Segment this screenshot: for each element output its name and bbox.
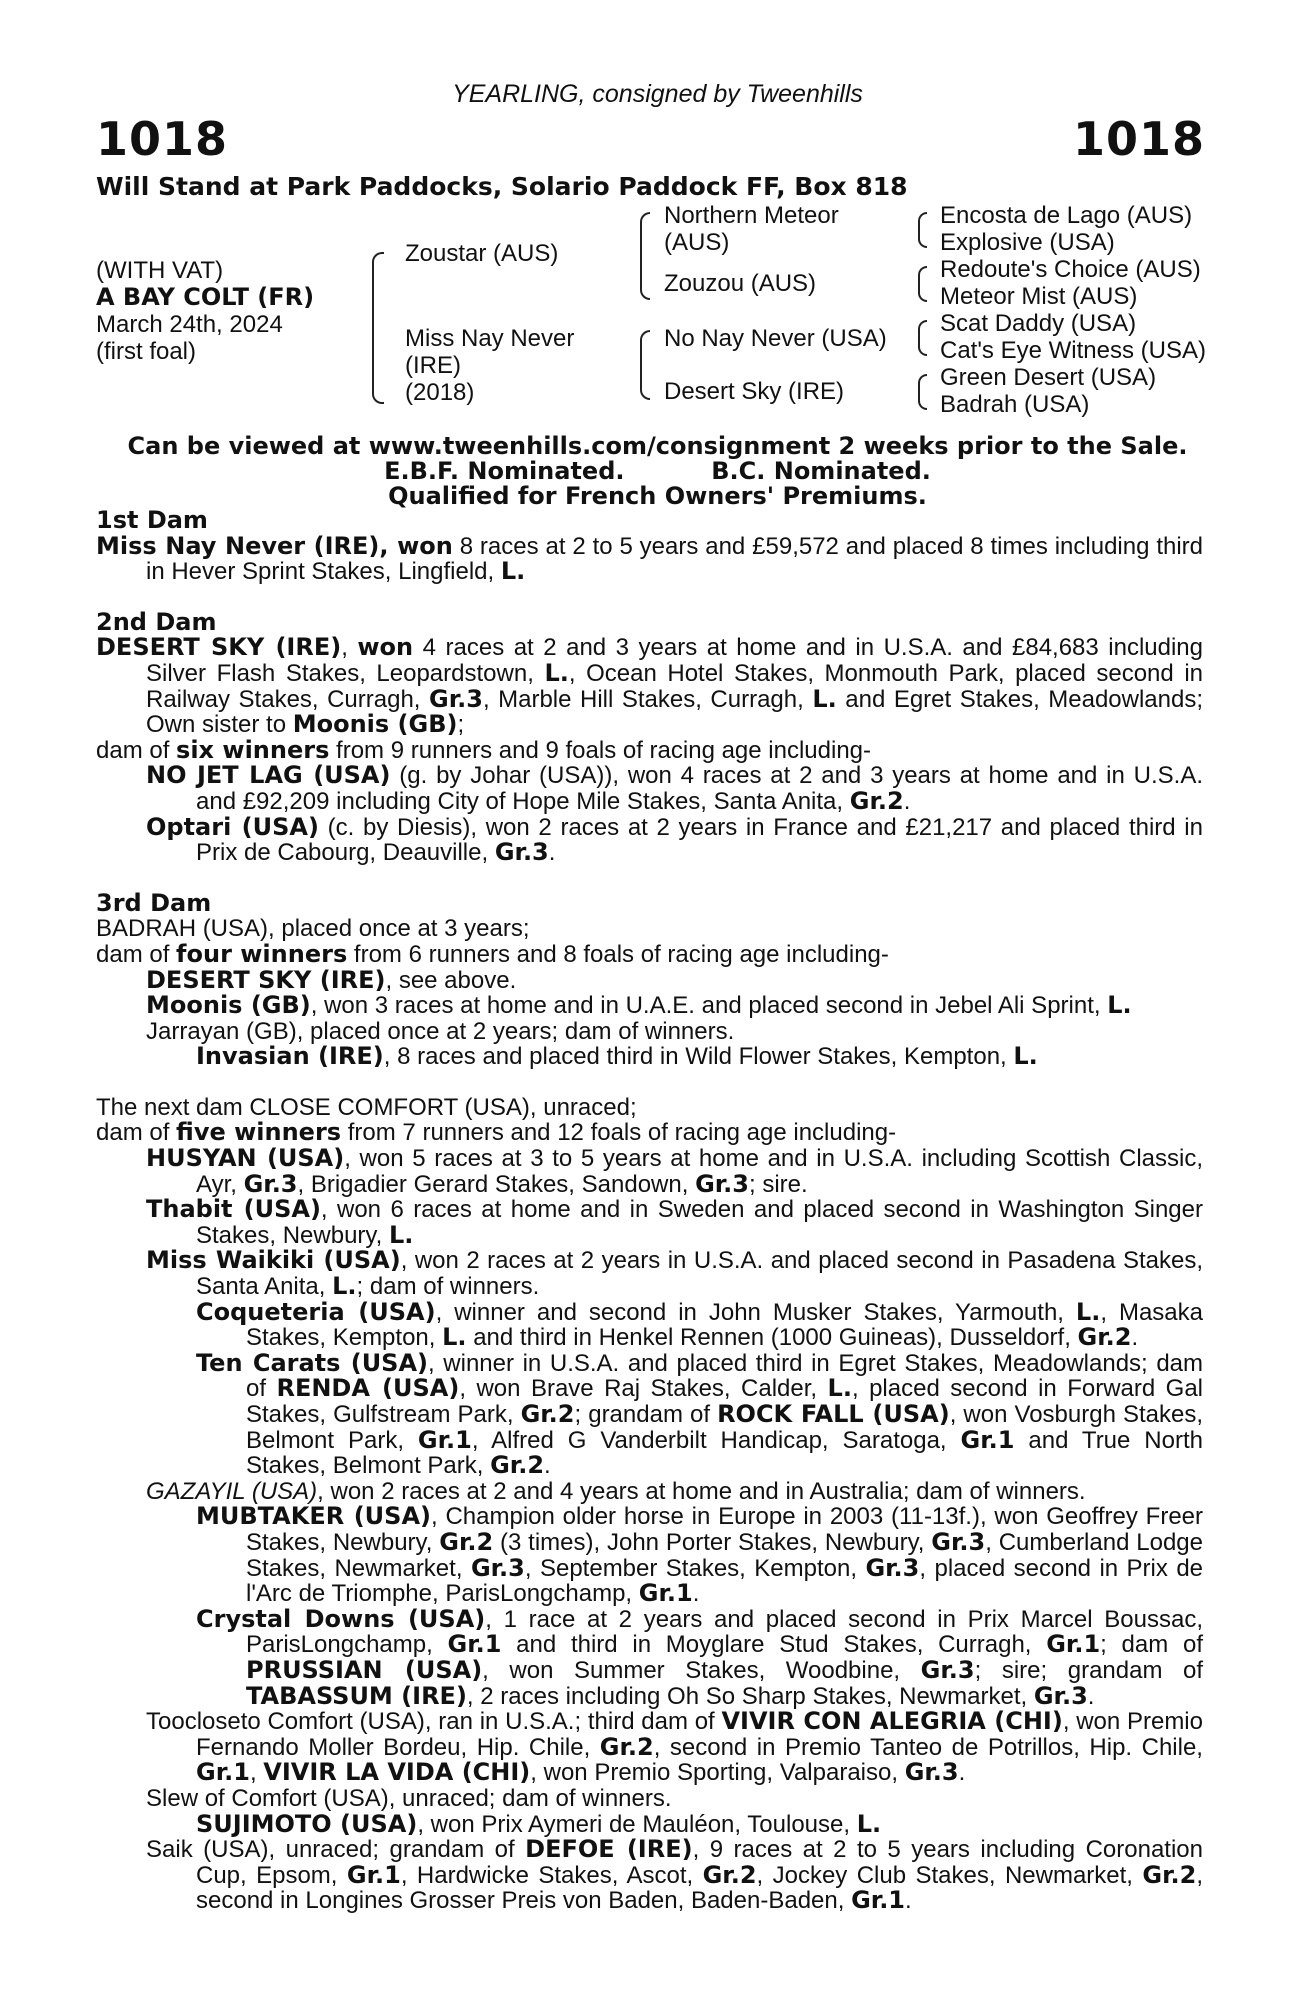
produce-crystal-downs: Crystal Downs (USA), 1 race at 2 years and placed second in Prix Marcel Boussac, ParisLongchamp, Gr.1 and third in Moyglare Stud Stakes, Curragh, Gr.1; dam of PRUSSIAN (USA), won Summer Stakes, Woodbine, Gr.3; sire; grandam of TABASSUM (IRE), 2 races including Oh So Sharp Stakes, Newmarket, Gr.3. bbox=[196, 1604, 1204, 1710]
pedigree-sss: Encosta de Lago (AUS) bbox=[940, 202, 1193, 229]
produce-husyan: HUSYAN (USA), won 5 races at 3 to 5 years at home and in U.S.A. including Scottish Classic, Ayr, Gr.3, Brigadier Gerard Stakes, Sandown, Gr.3; sire. bbox=[146, 1144, 1203, 1198]
foal-note: (first foal) bbox=[96, 338, 197, 365]
second-dam-heading: 2nd Dam bbox=[96, 607, 217, 636]
produce-optari: Optari (USA) (c. by Diesis), won 2 races at 2 years in France and £21,217 and placed third in Prix de Cabourg, Deauville, Gr.3. bbox=[146, 812, 1203, 867]
french-premiums-note: Qualified for French Owners' Premiums. bbox=[388, 482, 927, 510]
third-dam-heading: 3rd Dam bbox=[96, 888, 212, 917]
produce-thabit: Thabit (USA), won 6 races at home and in Sweden and placed second in Washington Singer Stakes, Newbury, L. bbox=[146, 1195, 1203, 1249]
first-dam-name: Miss Nay Never (IRE), won bbox=[96, 531, 453, 560]
produce-moonis: Moonis (GB), won 3 races at home and in U.A.E. and placed second in Jebel Ali Sprint, L. bbox=[146, 991, 1132, 1020]
pedigree-sire-sire-line2: (AUS) bbox=[664, 229, 730, 256]
produce-slew-of-comfort: Slew of Comfort (USA), unraced; dam of winners. bbox=[146, 1784, 672, 1812]
pedigree-brace-sire bbox=[640, 212, 650, 300]
stand-location: Will Stand at Park Paddocks, Solario Paddock FF, Box 818 bbox=[96, 172, 908, 201]
pedigree-dds: Green Desert (USA) bbox=[940, 364, 1157, 391]
produce-desert-sky: DESERT SKY (IRE), see above. bbox=[146, 965, 517, 994]
pedigree-sire: Zoustar (AUS) bbox=[405, 240, 559, 267]
produce-gazayil: GAZAYIL (USA), won 2 races at 2 and 4 years at home and in Australia; dam of winners. bbox=[146, 1477, 1086, 1505]
pedigree-brace-main bbox=[372, 252, 384, 404]
pedigree-dam-line1: Miss Nay Never bbox=[405, 325, 575, 352]
pedigree-ssd: Explosive (USA) bbox=[940, 229, 1115, 256]
second-dam-record: DESERT SKY (IRE), won 4 races at 2 and 3 years at home and in U.S.A. and £84,683 including Silver Flash Stakes, Leopardstown, L., Ocean Hotel Stakes, Monmouth Park, placed second in Railway Stakes, Curragh, Gr.3, Marble Hill Stakes, Curragh, L. and Egret Stakes, Meadowlands; Own sister to Moonis (GB); bbox=[96, 633, 1204, 739]
vat-label: (WITH VAT) bbox=[96, 257, 224, 284]
first-dam-text: 8 races at 2 to 5 years and £59,572 and placed 8 times including third in Hever Sprint Stakes, Lingfield, bbox=[146, 532, 1204, 586]
pedigree-sds: Redoute's Choice (AUS) bbox=[940, 256, 1201, 283]
pedigree-dam-line2: (IRE) bbox=[405, 352, 461, 379]
pedigree-brace-sd bbox=[918, 266, 927, 302]
consignor-line: YEARLING, consigned by Tweenhills bbox=[452, 80, 863, 108]
second-dam-produce-intro: dam of six winners from 9 runners and 9 foals of racing age including- bbox=[96, 735, 872, 764]
pedigree-sdd: Meteor Mist (AUS) bbox=[940, 283, 1138, 310]
pedigree-brace-ds bbox=[918, 320, 927, 356]
viewing-note: Can be viewed at www.tweenhills.com/consignment 2 weeks prior to the Sale. bbox=[127, 432, 1188, 460]
listed-mark: L. bbox=[500, 557, 526, 586]
produce-sujimoto: SUJIMOTO (USA), won Prix Aymeri de Mauléon, Toulouse, L. bbox=[196, 1809, 882, 1838]
first-dam-record bbox=[96, 531, 1204, 586]
horse-name: A BAY COLT (FR) bbox=[96, 283, 315, 311]
pedigree-sire-dam: Zouzou (AUS) bbox=[664, 270, 817, 297]
ebf-nomination: E.B.F. Nominated. bbox=[384, 457, 625, 485]
produce-coqueteria: Coqueteria (USA), winner and second in John Musker Stakes, Yarmouth, L., Masaka Stakes, Kempton, L. and third in Henkel Rennen (1000 Guineas), Dusseldorf, Gr.2. bbox=[196, 1297, 1204, 1352]
pedigree-dam-sire: No Nay Never (USA) bbox=[664, 325, 887, 352]
produce-invasian: Invasian (IRE), 8 races and placed third in Wild Flower Stakes, Kempton, L. bbox=[196, 1042, 1038, 1071]
produce-jarrayan: Jarrayan (GB), placed once at 2 years; dam of winners. bbox=[146, 1017, 735, 1045]
produce-saik: Saik (USA), unraced; grandam of DEFOE (IRE), 9 races at 2 to 5 years including Coronation Cup, Epsom, Gr.1, Hardwicke Stakes, Ascot, Gr.2, Jockey Club Stakes, Newmarket, Gr.2, second in Longines Grosser Preis von Baden, Baden-Baden, Gr.1. bbox=[146, 1835, 1203, 1915]
produce-miss-waikiki: Miss Waikiki (USA), won 2 races at 2 years in U.S.A. and placed second in Pasadena Stakes, Santa Anita, L.; dam of winners. bbox=[146, 1246, 1203, 1301]
lot-number-left: 1018 bbox=[96, 112, 229, 166]
pedigree-dss: Scat Daddy (USA) bbox=[940, 310, 1137, 337]
produce-toocloseto-comfort: Toocloseto Comfort (USA), ran in U.S.A.; third dam of VIVIR CON ALEGRIA (CHI), won Premio Fernando Moller Bordeu, Hip. Chile, Gr.2, second in Premio Tanteo de Potrillos, Hip. Chile, Gr.1, VIVIR LA VIDA (CHI), won Premio Sporting, Valparaiso, Gr.3. bbox=[146, 1707, 1203, 1787]
produce-record bbox=[96, 508, 1203, 1914]
third-dam-produce-intro: dam of four winners from 6 runners and 8 foals of racing age including- bbox=[96, 939, 889, 968]
next-dam-intro: The next dam CLOSE COMFORT (USA), unraced; bbox=[96, 1093, 637, 1121]
first-dam-heading: 1st Dam bbox=[96, 506, 208, 534]
pedigree-dsd: Cat's Eye Witness (USA) bbox=[940, 337, 1206, 364]
lot-number-right: 1018 bbox=[1072, 112, 1205, 166]
foaling-date: March 24th, 2024 bbox=[96, 311, 283, 338]
produce-mubtaker: MUBTAKER (USA), Champion older horse in Europe in 2003 (11-13f.), won Geoffrey Freer Stakes, Newbury, Gr.2 (3 times), John Porter Stakes, Newbury, Gr.3, Cumberland Lodge Stakes, Newmarket, Gr.3, September Stakes, Kempton, Gr.3, placed second in Prix de l'Arc de Triomphe, ParisLongchamp, Gr.1. bbox=[196, 1502, 1204, 1608]
produce-no-jet-lag: NO JET LAG (USA) (g. by Johar (USA)), won 4 races at 2 and 3 years at home and in U.S.A. and £92,209 including City of Hope Mile Stakes, Santa Anita, Gr.2. bbox=[146, 761, 1203, 815]
pedigree-brace-dd bbox=[918, 374, 927, 410]
pedigree-ddd: Badrah (USA) bbox=[940, 391, 1090, 418]
third-dam-record: BADRAH (USA), placed once at 3 years; bbox=[96, 915, 530, 943]
next-dam-produce-intro: dam of five winners from 7 runners and 12 foals of racing age including- bbox=[96, 1118, 897, 1147]
bc-nomination: B.C. Nominated. bbox=[711, 457, 931, 485]
pedigree-brace-ss bbox=[918, 212, 927, 248]
pedigree-dam-line3: (2018) bbox=[405, 379, 475, 406]
pedigree-brace-dam bbox=[640, 330, 650, 400]
produce-ten-carats: Ten Carats (USA), winner in U.S.A. and placed third in Egret Stakes, Meadowlands; dam of RENDA (USA), won Brave Raj Stakes, Calder, L., placed second in Forward Gal Stakes, Gulfstream Park, Gr.2; grandam of ROCK FALL (USA), won Vosburgh Stakes, Belmont Park, Gr.1, Alfred G Vanderbilt Handicap, Saratoga, Gr.1 and True North Stakes, Belmont Park, Gr.2. bbox=[196, 1348, 1204, 1480]
pedigree-sire-sire-line1: Northern Meteor bbox=[664, 202, 839, 229]
pedigree-dam-dam: Desert Sky (IRE) bbox=[664, 378, 845, 405]
nominations-line bbox=[0, 457, 1315, 485]
